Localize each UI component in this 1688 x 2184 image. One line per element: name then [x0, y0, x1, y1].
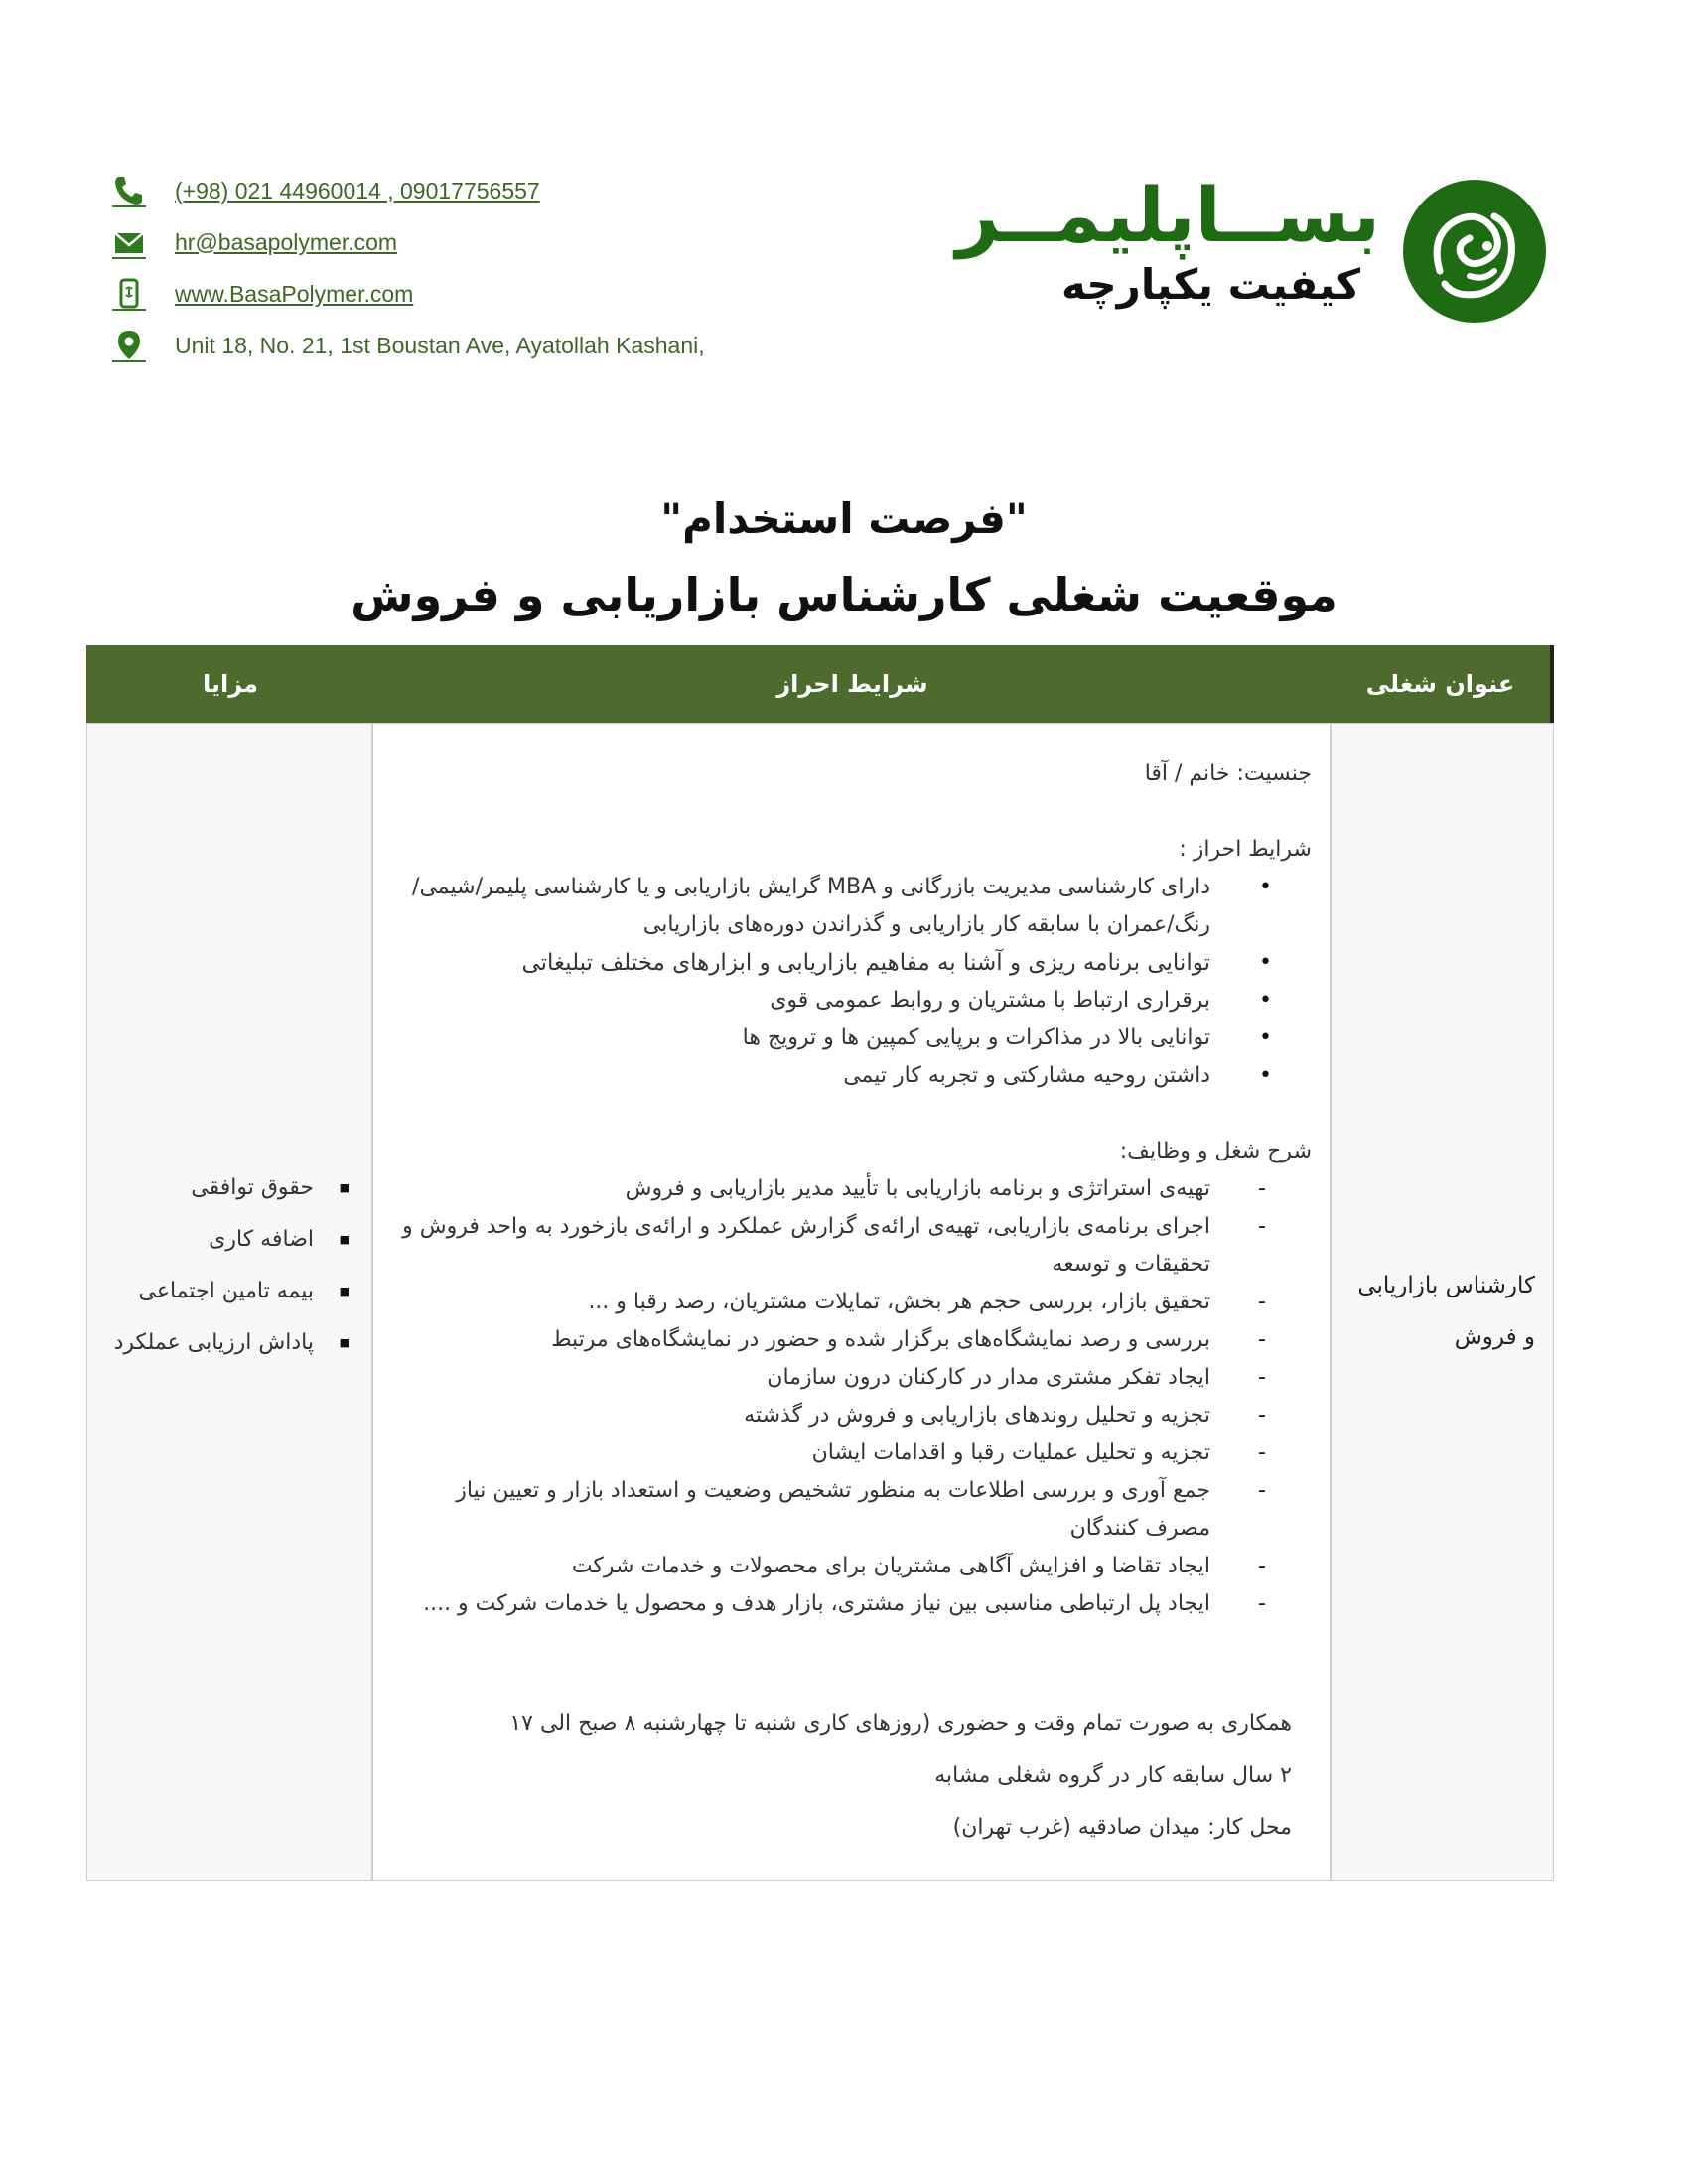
list-item: ■ پاداش ارزیابی عملکرد: [101, 1317, 350, 1369]
header-requirements: شرایط احراز: [776, 670, 928, 698]
job-table: [86, 645, 1554, 1881]
email-link[interactable]: hr@basapolymer.com: [175, 228, 398, 255]
job-title-text: کارشناس بازاریابی و فروش: [1357, 1273, 1535, 1350]
list-item: - تهیه‌ی استراتژی و برنامه بازاریابی با تأیید مدیر بازاریابی و فروش: [398, 1170, 1312, 1208]
benefits-cell: [87, 724, 371, 1880]
list-item: - تجزیه و تحلیل روندهای بازاریابی و فروش در گذشته: [398, 1397, 1312, 1434]
list-item: - جمع آوری و بررسی اطلاعات به منظور تشخیص وضعیت و استعداد بازار و تعیین نیاز مصرف کنندگان: [398, 1472, 1312, 1548]
address-text: Unit 18, No. 21, 1st Boustan Ave, Ayatollah Kashani,: [175, 332, 705, 358]
list-item: • توانایی برنامه ریزی و آشنا به مفاهیم بازاریابی و ابزارهای مختلف تبلیغاتی: [398, 944, 1312, 982]
requirements-heading: شرایط احراز :: [1179, 837, 1312, 862]
contact-block: [111, 165, 826, 371]
list-item: • داشتن روحیه مشارکتی و تجربه کار تیمی: [398, 1057, 1312, 1095]
email-icon: [111, 224, 147, 260]
logo-emblem-icon: [1400, 177, 1549, 326]
list-item: • توانایی بالا در مذاکرات و برپایی کمپین ها و ترویج ها: [398, 1020, 1312, 1057]
list-item: - ایجاد تقاضا و افزایش آگاهی مشتریان برای محصولات و خدمات شرکت: [398, 1548, 1312, 1585]
duties-list: [398, 1170, 1312, 1623]
list-item: - بررسی و رصد نمایشگاه‌های برگزار شده و حضور در نمایشگاه‌های مرتبط: [398, 1321, 1312, 1359]
requirements-content: [398, 755, 1312, 1853]
gender-text: جنسیت: خانم / آقا: [1144, 761, 1312, 786]
table-header: [86, 645, 1554, 723]
list-item: - اجرای برنامه‌ی بازاریابی، تهیه‌ی ارائه‌ی گزارش عملکرد و ارائه‌ی بازخورد به واحد فروش و تحقیقات و توسعه: [398, 1208, 1312, 1284]
website-link[interactable]: www.BasaPolymer.com: [175, 280, 414, 307]
list-item: ■ حقوق توافقی: [101, 1162, 350, 1214]
list-item: ■ اضافه کاری: [101, 1214, 350, 1266]
logo-name: بســاپلیمــر: [955, 171, 1380, 259]
phone-link[interactable]: (+98) 021 44960014 , 09017756557: [175, 177, 540, 204]
logo-tagline: کیفیت یکپارچه: [1060, 260, 1360, 309]
company-logo: [955, 171, 1549, 340]
location-icon: [111, 328, 147, 363]
contact-phone-row: [111, 165, 826, 216]
contact-address-row: [111, 320, 826, 371]
list-item: • برقراری ارتباط با مشتریان و روابط عمومی قوی: [398, 982, 1312, 1020]
list-item: - ایجاد پل ارتباطی مناسبی بین نیاز مشتری، بازار هدف و محصول یا خدمات شرکت و ....: [398, 1585, 1312, 1623]
duties-heading: شرح شغل و وظایف:: [1119, 1139, 1312, 1163]
job-title-cell: [1330, 724, 1553, 1880]
location-text: محل کار: میدان صادقیه (غرب تهران): [952, 1815, 1292, 1840]
list-item: • دارای کارشناسی مدیریت بازرگانی و MBA گرایش بازاریابی و یا کارشناسی پلیمر/شیمی/رنگ/عمران با سابقه کار بازاریابی و گذراندن دوره‌های بازاریابی: [398, 869, 1312, 944]
contact-email-row: [111, 216, 826, 268]
benefits-content: [101, 1162, 350, 1369]
page-title: "فرصت استخدام": [660, 494, 1028, 543]
requirements-cell: [371, 724, 1330, 1880]
benefits-list: [101, 1162, 350, 1369]
list-item: ■ بیمه تامین اجتماعی: [101, 1266, 350, 1317]
phone-icon: [111, 173, 147, 208]
website-icon: [111, 276, 147, 312]
list-item: - تجزیه و تحلیل عملیات رقبا و اقدامات ایشان: [398, 1434, 1312, 1472]
table-body: [86, 723, 1554, 1881]
header-benefits: مزایا: [202, 670, 259, 698]
header-job-title: عنوان شغلی: [1331, 645, 1554, 723]
experience-text: ۲ سال سابقه کار در گروه شغلی مشابه: [934, 1763, 1292, 1788]
requirements-list: [398, 869, 1312, 1095]
list-item: - تحقیق بازار، بررسی حجم هر بخش، تمایلات مشتریان، رصد رقبا و ...: [398, 1284, 1312, 1321]
list-item: - ایجاد تفکر مشتری مدار در کارکنان درون سازمان: [398, 1359, 1312, 1397]
page-subtitle: موقعیت شغلی کارشناس بازاریابی و فروش: [351, 568, 1337, 621]
work-type-text: همکاری به صورت تمام وقت و حضوری (روزهای کاری شنبه تا چهارشنبه ۸ صبح الی ۱۷: [509, 1711, 1292, 1736]
contact-website-row: [111, 268, 826, 320]
